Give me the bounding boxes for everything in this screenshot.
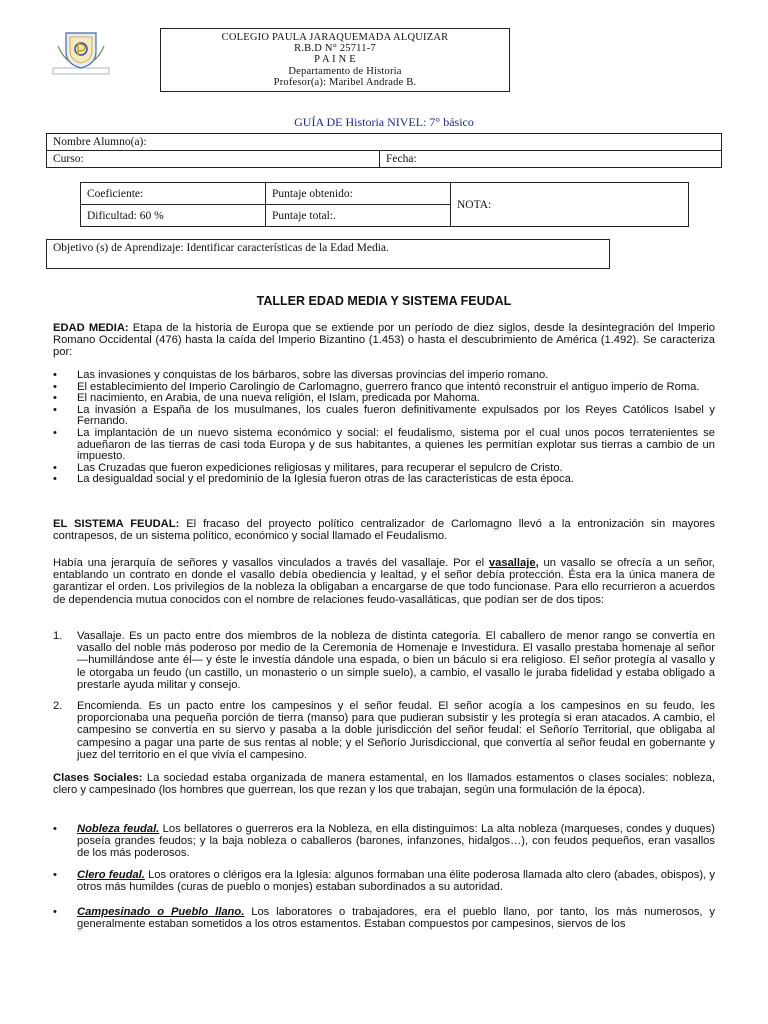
edad-media-paragraph [53, 322, 715, 359]
estamentos-list-3 [53, 906, 715, 930]
list-item: • La implantación de un nuevo sistema económico y social: el feudalismo, sistema por el cual unos pocos terratenientes se adueñaron de las tierras de casi toda Europa y de sus habitantes, a quienes les permitían explotar sus tierras a cambio de un impuesto. [53, 428, 715, 463]
main-title: TALLER EDAD MEDIA Y SISTEMA FEUDAL [256, 294, 512, 308]
estamento-campesinado [53, 906, 715, 930]
relation-item-vasallaje [53, 630, 715, 691]
clases-sociales-term: Clases Sociales: [53, 772, 143, 784]
grade-table [80, 182, 689, 227]
estamentos-list [53, 823, 715, 860]
score-field[interactable]: Puntaje obtenido: [266, 183, 451, 205]
list-item: • El establecimiento del Imperio Carolingio de Carlomagno, guerrero franco que intentó reconstruir el antiguo imperio de Roma. [53, 382, 715, 394]
sistema-feudal-text: El fracaso del proyecto político centralizador de Carlomagno llevó a la entronización sin mayores contrapesos, de un sistema político, económico y social llamado el Feudalismo. [53, 518, 715, 543]
estamento-term: Nobleza feudal. [77, 823, 160, 835]
guide-title: GUÍA DE Historia NIVEL: 7° básico [294, 115, 474, 129]
relation-number: 1. [53, 630, 63, 642]
estamento-text: Los bellatores o guerreros era la Nobleza, en ella distinguimos: La alta nobleza (marqueses, condes y duques) poseía grandes feudos; y la baja nobleza o caballeros (barones, infanzones, hidalgos…), con feudos pequeños, eran vasallos de los más poderosos. [77, 823, 715, 860]
estamento-term: Clero feudal. [77, 869, 145, 881]
estamento-nobleza [53, 823, 715, 860]
edad-media-term: EDAD MEDIA: [53, 322, 129, 334]
school-header-box [160, 28, 510, 92]
sistema-feudal-term: EL SISTEMA FEUDAL: [53, 518, 180, 530]
student-name-field[interactable]: Nombre Alumno(a): [47, 134, 722, 151]
school-name: COLEGIO PAULA JARAQUEMADA ALQUIZAR [221, 32, 449, 43]
difficulty-field: Dificultad: 60 % [81, 205, 266, 227]
relation-item-encomienda [53, 700, 715, 761]
coefficient-field[interactable]: Coeficiente: [81, 183, 266, 205]
list-item: • Las Cruzadas que fueron expediciones religiosas y militares, para recuperar el sepulcro de Cristo. [53, 463, 715, 475]
jerarquia-text-after: un vasallo se ofrecía a un señor, entablando un contrato en donde el vasallo debía obediencia y lealtad, y el señor debía protección. Ésta era la única manera de garantizar el orden. Los privilegios de la nobleza la obligaban a encargarse de que todo funcionase. Para ello recurrieron a acuerdos de dependencia mutua conocidos con el nombre de relaciones feudo-vasalláticas, que podían ser de dos tipos: [53, 557, 715, 606]
school-crest-logo [52, 30, 110, 76]
clases-sociales-paragraph [53, 772, 715, 796]
teacher: Profesor(a): Maribel Andrade B. [273, 77, 417, 88]
student-info-table [46, 133, 722, 168]
relation-number: 2. [53, 700, 63, 712]
grade-field[interactable]: NOTA: [451, 183, 689, 227]
total-score-field[interactable]: Puntaje total:. [266, 205, 451, 227]
school-city: P A I N E [314, 54, 356, 65]
estamentos-list-2 [53, 869, 715, 893]
list-item: • La desigualdad social y el predominio de la Iglesia fueron otras de las características de esta época. [53, 474, 715, 486]
list-item: • La invasión a España de los musulmanes, los cuales fueron definitivamente expulsados por los Reyes Católicos Isabel y Fernando. [53, 405, 715, 428]
edad-media-text: Etapa de la historia de Europa que se extiende por un período de diez siglos, desde la desintegración del Imperio Romano Occidental (476) hasta la caída del Imperio Bizantino (1.453) o hasta el descubrimiento de América (1.492). Se caracteriza por: [53, 322, 715, 359]
jerarquia-text-before: Había una jerarquía de señores y vasallos vinculados a través del vasallaje. Por el [53, 557, 489, 569]
list-item: • Las invasiones y conquistas de los bárbaros, sobre las diversas provincias del imperio romano. [53, 370, 715, 382]
jerarquia-paragraph [53, 557, 715, 606]
characteristics-list [53, 370, 715, 486]
estamento-text: Los laboratores o trabajadores, era el pueblo llano, por tanto, los más numerosos, y generalmente estaban sometidos a los otros estamentos. Estaban compuestos por campesinos, siervos de los [77, 906, 716, 931]
learning-objective: Objetivo (s) de Aprendizaje: Identificar características de la Edad Media. [46, 239, 610, 269]
sistema-feudal-paragraph [53, 518, 715, 542]
vasallaje-term: vasallaje, [488, 557, 539, 569]
department: Departamento de Historia [288, 66, 402, 77]
school-rbd: R.B.D N° 25711-7 [294, 43, 376, 54]
date-field[interactable]: Fecha: [380, 151, 722, 168]
list-item: • El nacimiento, en Arabia, de una nueva religión, el Islam, predicada por Mahoma. [53, 393, 715, 405]
estamento-clero [53, 869, 715, 893]
relation-text: Encomienda. Es un pacto entre los campesinos y el señor feudal. El señor acogía a los campesinos en su feudo, les proporcionaba una pequeña porción de tierra (manso) para que pudieran subsistir y les protegía si eran atacados. A cambio, el campesino se convertía en su siervo y pasaba a la doble jurisdicción del señor feudal: el Señorío Territorial, que obligaba al campesino a pagar una parte de sus rentas al noble; y el Señorío Jurisdiccional, que convertía al señor feudal en gobernante y juez del territorio en el que vivía el campesino. [77, 700, 715, 761]
estamento-text: Los oratores o clérigos era la Iglesia: algunos formaban una élite poderosa llamada alto clero (abades, obispos), y otros más humildes (curas de pueblo o monjes) estaban subordinados a su autoridad. [77, 869, 715, 894]
estamento-term: Campesinado o Pueblo llano. [77, 906, 245, 918]
course-field[interactable]: Curso: [47, 151, 380, 168]
relation-text: Vasallaje. Es un pacto entre dos miembros de la nobleza de distinta categoría. El caballero de menor rango se convertía en vasallo del noble más poderoso por medio de la Ceremonia de Homenaje e Investidura. El vasallo prestaba homenaje al señor —humillándose ante él— y éste le investía dándole una espada, o bien un báculo si era religioso. El señor protegía al vasallo y le otorgaba un feudo (un castillo, un monasterio o un simple suelo), a cambio, el vasallo le juraba fidelidad y estaba obligado a prestarle ayuda militar y consejo. [77, 630, 715, 691]
clases-sociales-text: La sociedad estaba organizada de manera estamental, en los llamados estamentos o clases sociales: nobleza, clero y campesinado (los hombres que guerrean, los que rezan y los que trabajan, según una formulación de la época). [53, 772, 716, 797]
